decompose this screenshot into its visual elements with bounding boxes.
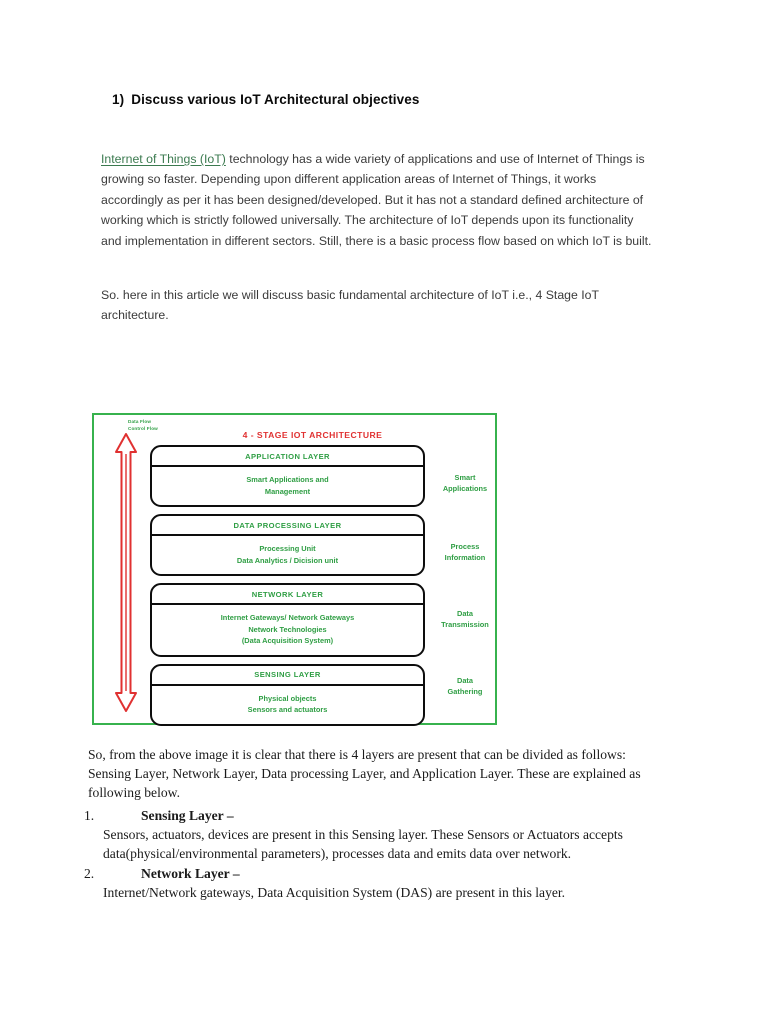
layer-application-line-2: Management (264, 486, 311, 496)
side-label-process-information (434, 541, 496, 563)
layer-network-body (152, 605, 423, 655)
layer-application-header: APPLICATION LAYER (152, 447, 423, 467)
list-item (84, 806, 674, 864)
list-item (84, 864, 674, 902)
control-flow-label: Control Flow (128, 426, 158, 431)
layer-sensing (150, 664, 425, 726)
layer-data-processing-line-1: Processing Unit (259, 544, 316, 553)
layer-network-line-1: Internet Gateways/ Network Gateways (220, 613, 355, 622)
heading-number: 1) (112, 92, 125, 107)
layer-application-line-1: Smart Applications and (246, 475, 329, 484)
layer-application (150, 445, 425, 507)
article-scope-paragraph: So. here in this article we will discuss basic fundamental architecture of IoT i.e., 4 Stage IoT architecture. (101, 288, 599, 323)
layer-explanation-list (84, 806, 674, 902)
layer-side-annotations (434, 445, 496, 711)
layer-network (150, 583, 425, 657)
layer-data-processing-header: DATA PROCESSING LAYER (152, 516, 423, 536)
internet-of-things-link[interactable]: Internet of Things (IoT) (101, 152, 226, 166)
side-label-data-transmission-line-1: Data (456, 609, 474, 618)
side-label-smart-applications (434, 472, 496, 494)
list-item-marker: 2. (84, 865, 95, 881)
list-item-text: Sensors, actuators, devices are present in this Sensing layer. These Sensors or Actuators accepts data(physical/environmental parameters), processes data and emits data over network. (103, 827, 623, 862)
side-label-process-information-line-1: Process (450, 542, 480, 551)
side-label-data-transmission-line-2: Transmission (441, 620, 489, 629)
side-label-process-information-line-2: Information (444, 553, 486, 562)
data-flow-label: Data Flow (128, 419, 152, 424)
bidirectional-flow-arrow-icon (114, 432, 138, 713)
list-item-title: Network Layer – (141, 865, 240, 881)
layer-sensing-body (152, 686, 423, 724)
side-label-smart-applications-line-1: Smart (454, 473, 476, 482)
flow-direction-labels (128, 418, 158, 432)
side-label-data-gathering-line-2: Gathering (447, 687, 483, 696)
list-item-marker: 1. (84, 808, 95, 823)
side-label-data-transmission (434, 608, 496, 630)
layer-data-processing-line-2: Data Analytics / Dicision unit (236, 555, 339, 565)
heading-text: Discuss various IoT Architectural objectives (131, 92, 420, 107)
list-item-title: Sensing Layer – (141, 808, 234, 823)
list-item-text: Internet/Network gateways, Data Acquisition System (DAS) are present in this layer. (103, 884, 566, 900)
diagram-title: 4 - STAGE IOT ARCHITECTURE (242, 430, 383, 440)
layer-network-header: NETWORK LAYER (152, 585, 423, 605)
side-label-data-gathering (434, 675, 496, 697)
iot-architecture-diagram (92, 413, 497, 725)
layer-sensing-header: SENSING LAYER (152, 666, 423, 686)
layer-network-line-3: (Data Acquisition System) (241, 636, 334, 645)
layer-application-body (152, 467, 423, 505)
intro-paragraph-text: technology has a wide variety of applications and use of Internet of Things is growing so faster. Depending upon different application areas of Internet of Things, it works accordingly as per it has been designed/developed. But it has not a standard defined architecture of working which is strictly followed universally. The architecture of IoT depends upon its functionality and implementation in different sectors. Still, there is a basic process flow based on which IoT is built. (101, 152, 652, 248)
layer-stack (150, 445, 425, 733)
layer-sensing-line-2: Sensors and actuators (247, 705, 328, 714)
summary-paragraph: So, from the above image it is clear that there is 4 layers are present that can be divided as follows: Sensing Layer, Network Layer, Data processing Layer, and Application Layer. These are explained as following below. (88, 747, 641, 801)
layer-network-line-2: Network Technologies (248, 624, 327, 634)
intro-paragraph (101, 149, 657, 251)
page-title (112, 92, 419, 107)
layer-data-processing (150, 514, 425, 576)
side-label-smart-applications-line-2: Applications (442, 484, 488, 493)
side-label-data-gathering-line-1: Data (456, 676, 474, 685)
layer-data-processing-body (152, 536, 423, 574)
layer-sensing-line-1: Physical objects (258, 693, 317, 703)
